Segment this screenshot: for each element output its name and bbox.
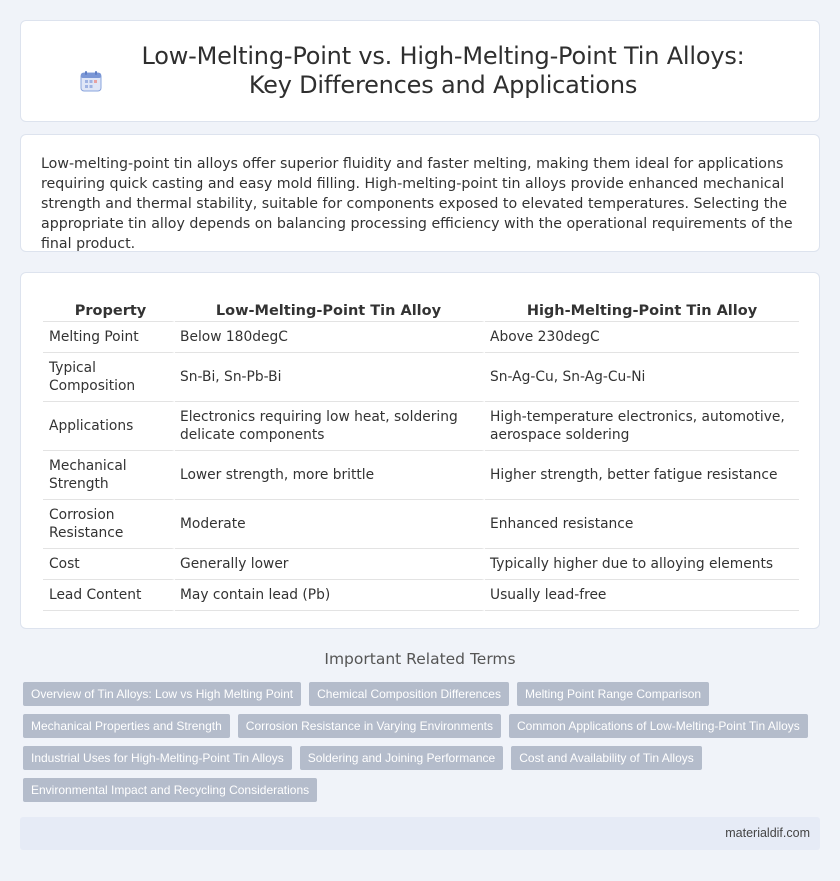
table-cell-property: Typical Composition bbox=[43, 353, 175, 402]
table-cell-low: Electronics requiring low heat, soldering delicate components bbox=[175, 402, 485, 451]
calendar-icon bbox=[80, 70, 102, 92]
table-cell-property: Corrosion Resistance bbox=[43, 500, 175, 549]
table-cell-high: Above 230degC bbox=[485, 322, 799, 353]
related-terms-list bbox=[23, 682, 823, 802]
footer bbox=[20, 817, 820, 850]
header-property: Property bbox=[43, 295, 175, 322]
table-cell-high: Usually lead-free bbox=[485, 580, 799, 611]
table-cell-high: Higher strength, better fatigue resistance bbox=[485, 451, 799, 500]
table-cell-property: Lead Content bbox=[43, 580, 175, 611]
table-header-row bbox=[43, 295, 799, 322]
table-cell-high: Sn-Ag-Cu, Sn-Ag-Cu-Ni bbox=[485, 353, 799, 402]
title-wrap bbox=[80, 42, 760, 100]
table-cell-low: Generally lower bbox=[175, 549, 485, 580]
table-row bbox=[43, 451, 799, 500]
related-term-tag[interactable]: Soldering and Joining Performance bbox=[300, 746, 503, 770]
table-cell-low: May contain lead (Pb) bbox=[175, 580, 485, 611]
comparison-card bbox=[20, 272, 820, 629]
table-cell-low: Lower strength, more brittle bbox=[175, 451, 485, 500]
header-high-melting: High-Melting-Point Tin Alloy bbox=[485, 295, 799, 322]
intro-card bbox=[20, 134, 820, 252]
table-row bbox=[43, 580, 799, 611]
table-cell-low: Moderate bbox=[175, 500, 485, 549]
table-row bbox=[43, 322, 799, 353]
table-row bbox=[43, 500, 799, 549]
related-terms-heading: Important Related Terms bbox=[324, 650, 516, 668]
comparison-table bbox=[43, 295, 799, 611]
related-term-tag[interactable]: Industrial Uses for High-Melting-Point Tin Alloys bbox=[23, 746, 292, 770]
header-low-melting: Low-Melting-Point Tin Alloy bbox=[175, 295, 485, 322]
page-title: Low-Melting-Point vs. High-Melting-Point Tin Alloys: Key Differences and Applications bbox=[141, 42, 745, 99]
related-term-tag[interactable]: Melting Point Range Comparison bbox=[517, 682, 709, 706]
table-cell-low: Sn-Bi, Sn-Pb-Bi bbox=[175, 353, 485, 402]
table-cell-property: Melting Point bbox=[43, 322, 175, 353]
intro-text: Low-melting-point tin alloys offer superior fluidity and faster melting, making them ideal for applications requiring quick casting and easy mold filling. High-melting-point tin alloys provide enhanced mechanical strength and thermal stability, suitable for components exposed to elevated temperatures. Selecting the appropriate tin alloy depends on balancing processing efficiency with the operational requirements of the final product. bbox=[41, 156, 793, 252]
table-cell-property: Applications bbox=[43, 402, 175, 451]
title-card bbox=[20, 20, 820, 122]
related-term-tag[interactable]: Mechanical Properties and Strength bbox=[23, 714, 230, 738]
table-cell-property: Mechanical Strength bbox=[43, 451, 175, 500]
table-cell-property: Cost bbox=[43, 549, 175, 580]
related-term-tag[interactable]: Chemical Composition Differences bbox=[309, 682, 509, 706]
related-term-tag[interactable]: Environmental Impact and Recycling Considerations bbox=[23, 778, 317, 802]
table-cell-high: Typically higher due to alloying elements bbox=[485, 549, 799, 580]
table-cell-high: Enhanced resistance bbox=[485, 500, 799, 549]
table-cell-high: High-temperature electronics, automotive, aerospace soldering bbox=[485, 402, 799, 451]
related-term-tag[interactable]: Cost and Availability of Tin Alloys bbox=[511, 746, 702, 770]
table-row bbox=[43, 353, 799, 402]
table-row bbox=[43, 549, 799, 580]
table-cell-low: Below 180degC bbox=[175, 322, 485, 353]
table-row bbox=[43, 402, 799, 451]
related-term-tag[interactable]: Corrosion Resistance in Varying Environments bbox=[238, 714, 501, 738]
related-term-tag[interactable]: Overview of Tin Alloys: Low vs High Melting Point bbox=[23, 682, 301, 706]
related-term-tag[interactable]: Common Applications of Low-Melting-Point Tin Alloys bbox=[509, 714, 808, 738]
footer-site-link[interactable]: materialdif.com bbox=[725, 826, 810, 840]
